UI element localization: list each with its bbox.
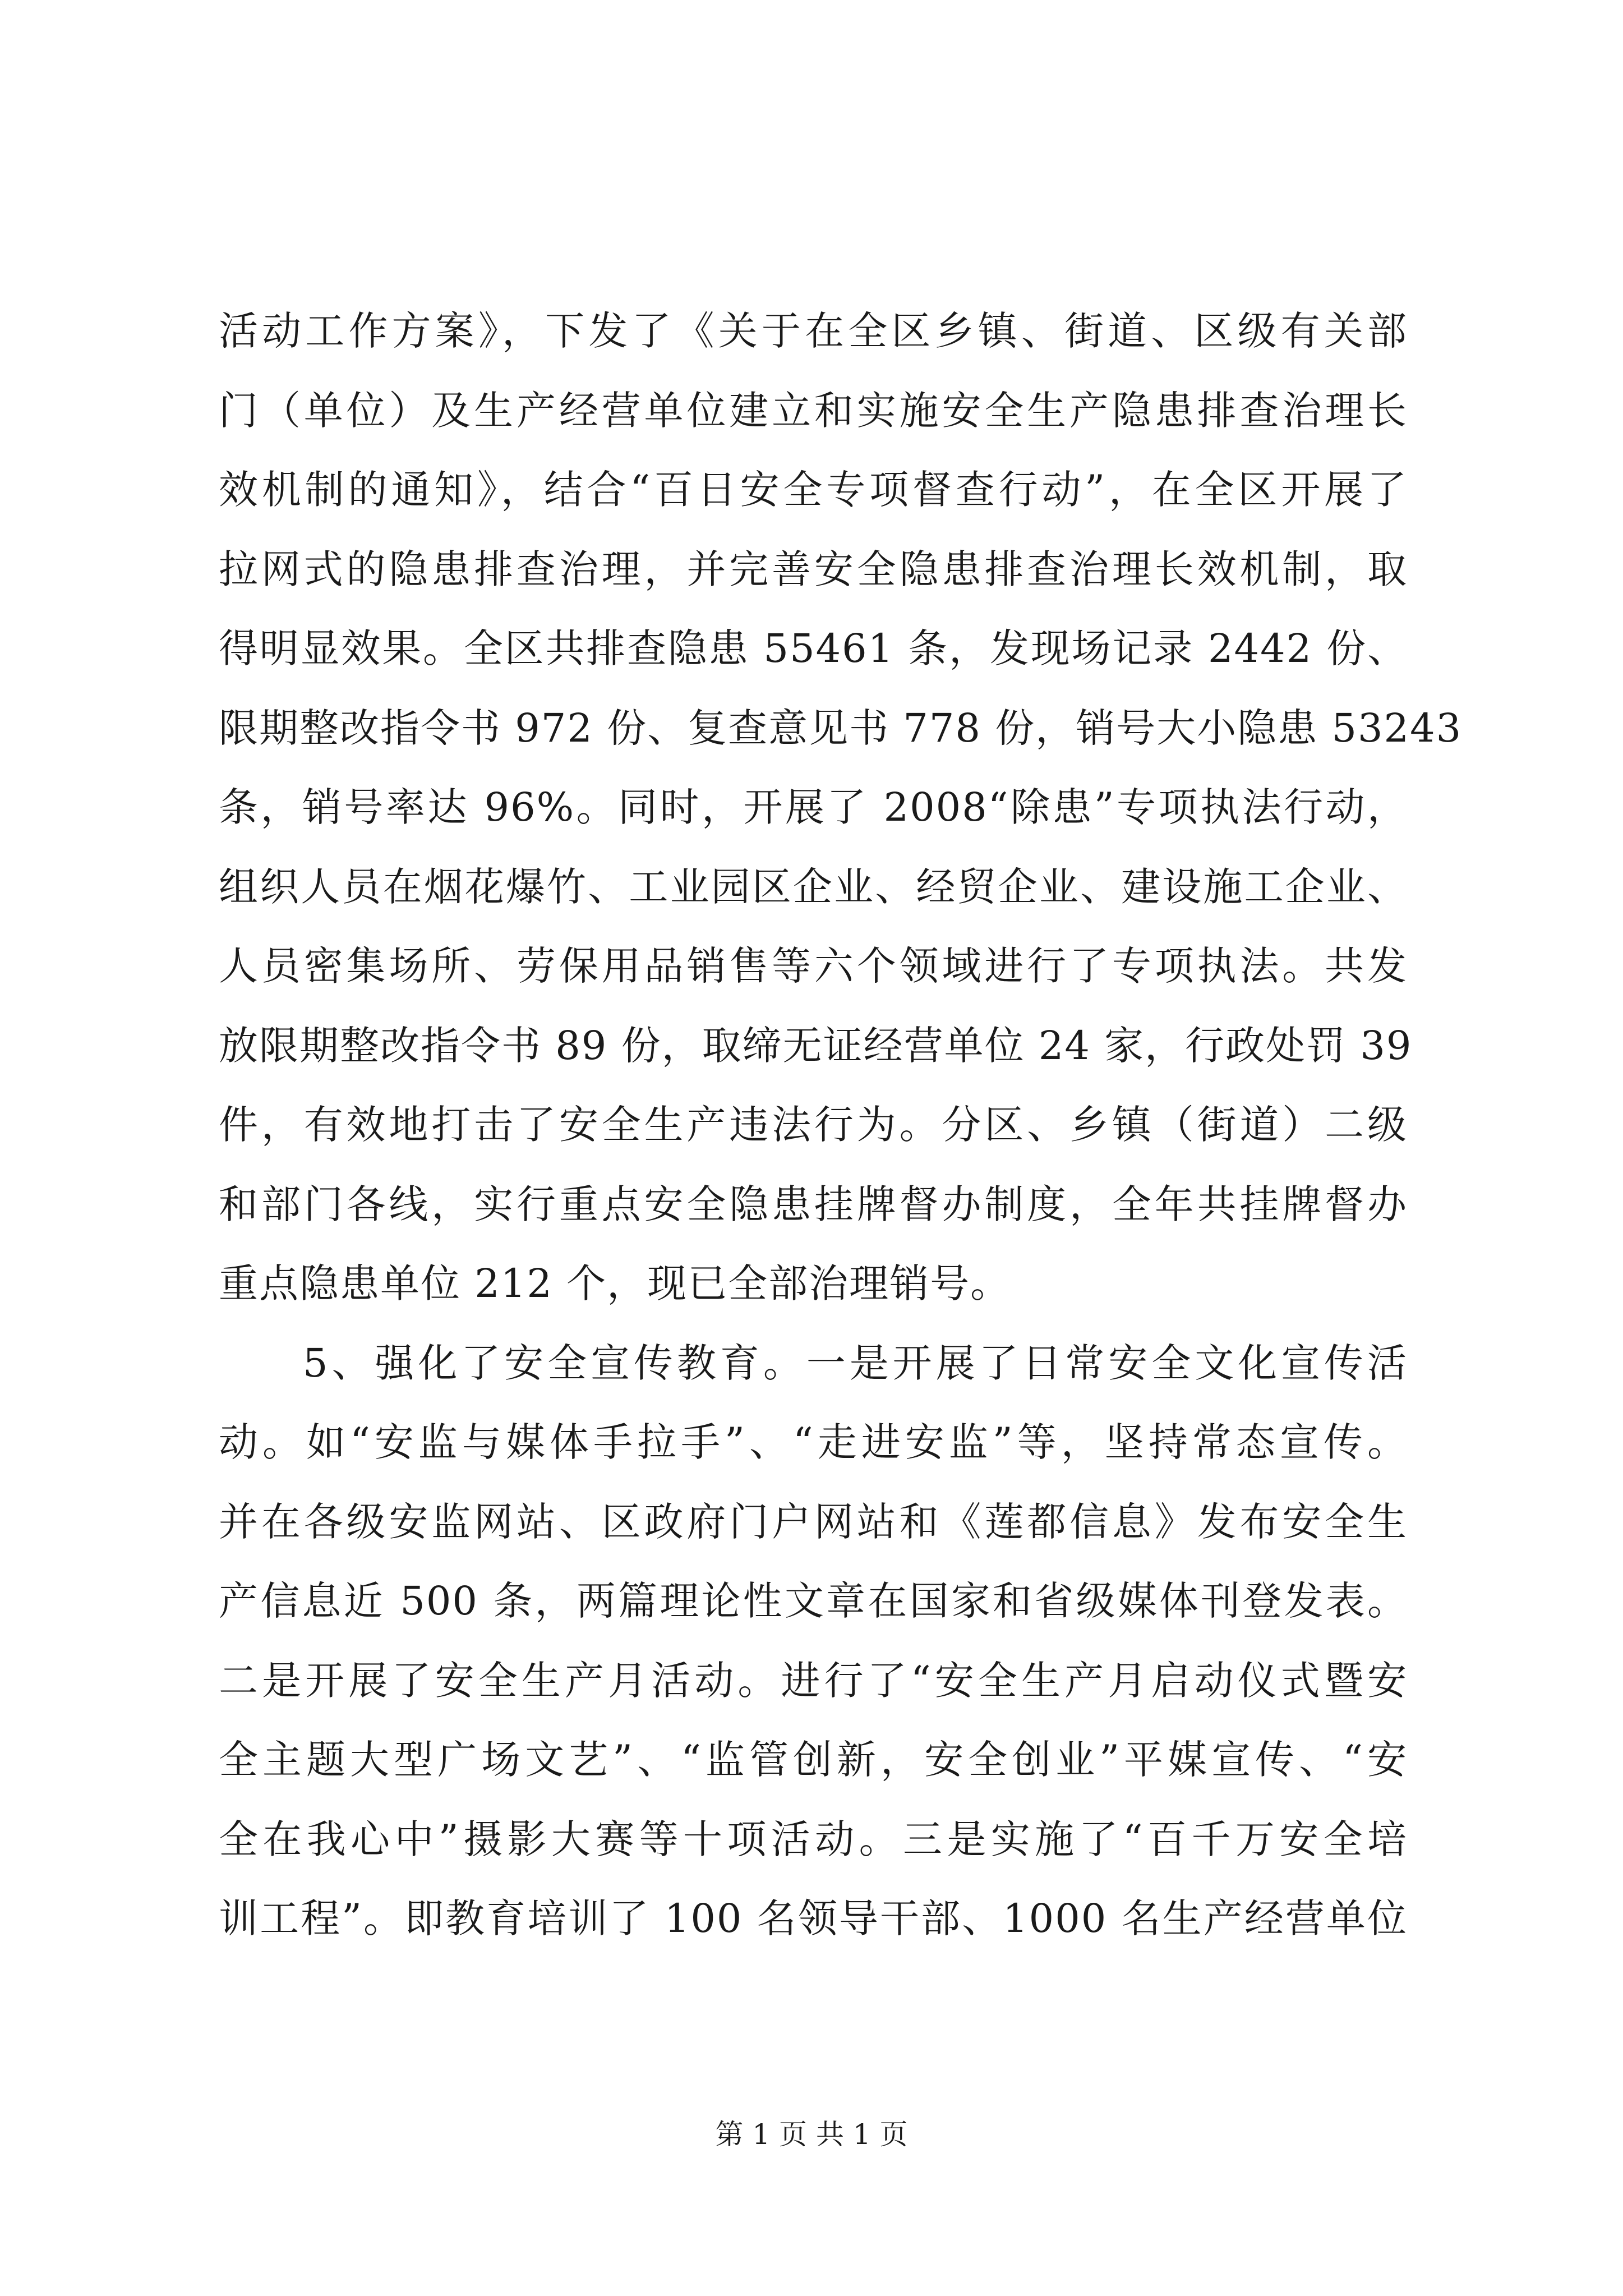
text-line: 效机制的通知》，结合“百日安全专项督查行动”，在全区开展了 bbox=[219, 467, 1408, 513]
text-line: 全在我心中”摄影大赛等十项活动。三是实施了“百千万安全培 bbox=[219, 1816, 1408, 1862]
text-line: 放限期整改指令书 89 份，取缔无证经营单位 24 家，行政处罚 39 bbox=[219, 1022, 1413, 1069]
text-line: 并在各级安监网站、区政府门户网站和《莲都信息》发布安全生 bbox=[219, 1498, 1408, 1545]
text-line: 限期整改指令书 972 份、复查意见书 778 份，销号大小隐患 53243 bbox=[219, 705, 1463, 751]
paragraph-first-line: 5、强化了安全宣传教育。一是开展了日常安全文化宣传活 bbox=[303, 1340, 1408, 1386]
text-line: 拉网式的隐患排查治理，并完善安全隐患排查治理长效机制，取 bbox=[219, 546, 1408, 592]
text-line: 动。如“安监与媒体手拉手”、“走进安监”等，坚持常态宣传。 bbox=[219, 1419, 1408, 1465]
text-line: 得明显效果。全区共排查隐患 55461 条，发现场记录 2442 份、 bbox=[219, 625, 1408, 671]
page-number-footer: 第 1 页 共 1 页 bbox=[715, 2118, 908, 2151]
text-line: 组织人员在烟花爆竹、工业园区企业、经贸企业、建设施工企业、 bbox=[219, 863, 1408, 910]
text-line: 和部门各线，实行重点安全隐患挂牌督办制度，全年共挂牌督办 bbox=[219, 1181, 1408, 1227]
text-line: 产信息近 500 条，两篇理论性文章在国家和省级媒体刊登发表。 bbox=[219, 1578, 1408, 1624]
text-line: 人员密集场所、劳保用品销售等六个领域进行了专项执法。共发 bbox=[219, 943, 1408, 989]
body-text bbox=[219, 292, 1463, 1959]
text-line: 二是开展了安全生产月活动。进行了“安全生产月启动仪式暨安 bbox=[219, 1657, 1408, 1704]
text-line: 活动工作方案》，下发了《关于在全区乡镇、街道、区级有关部 bbox=[219, 308, 1408, 354]
text-line: 件，有效地打击了安全生产违法行为。分区、乡镇（街道）二级 bbox=[219, 1102, 1408, 1148]
text-line: 重点隐患单位 212 个，现已全部治理销号。 bbox=[219, 1260, 1011, 1306]
text-line: 全主题大型广场文艺”、“监管创新，安全创业”平媒宣传、“安 bbox=[219, 1737, 1408, 1783]
text-line: 训工程”。即教育培训了 100 名领导干部、1000 名生产经营单位 bbox=[219, 1895, 1408, 1941]
text-line: 门（单位）及生产经营单位建立和实施安全生产隐患排查治理长 bbox=[219, 387, 1408, 434]
text-line: 条，销号率达 96%。同时，开展了 2008“除患”专项执法行动， bbox=[219, 784, 1408, 830]
